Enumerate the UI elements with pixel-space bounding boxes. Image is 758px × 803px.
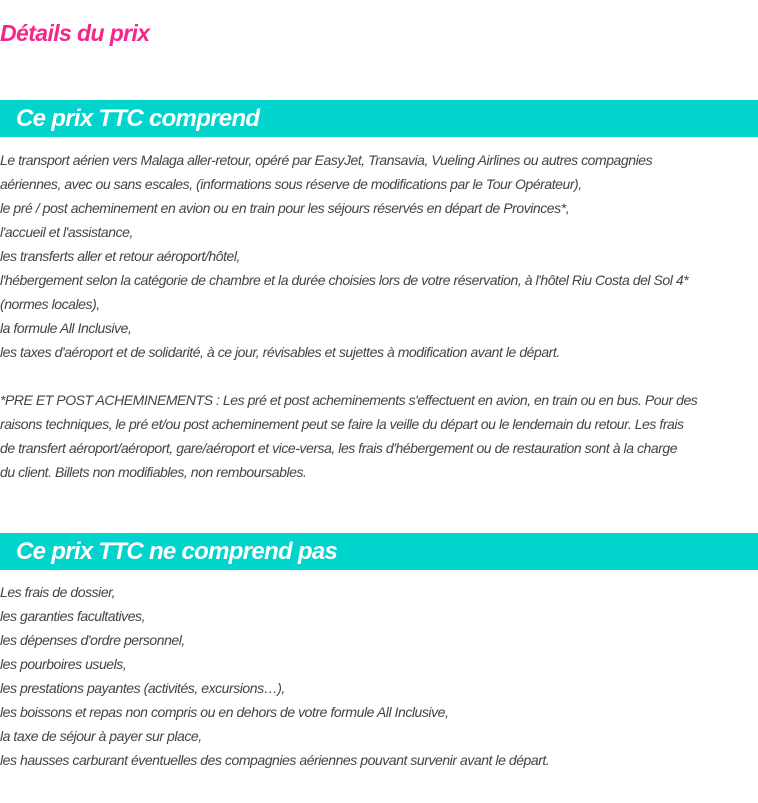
page-title: Détails du prix <box>0 20 150 46</box>
excluded-line: les boissons et repas non compris ou en dehors de votre formule All Inclusive, <box>0 704 449 720</box>
included-heading: Ce prix TTC comprend <box>16 105 260 132</box>
excluded-heading: Ce prix TTC ne comprend pas <box>16 538 338 565</box>
included-text <box>0 148 758 484</box>
note-line: raisons techniques, le pré et/ou post acheminement peut se faire la veille du départ ou le lendemain du retour. Les frais <box>0 416 684 432</box>
excluded-line: les garanties facultatives, <box>0 608 146 624</box>
note-line: du client. Billets non modifiables, non remboursables. <box>0 464 307 480</box>
included-line: les transferts aller et retour aéroport/hôtel, <box>0 248 240 264</box>
included-line: les taxes d'aéroport et de solidarité, à ce jour, révisables et sujettes à modification avant le départ. <box>0 344 560 360</box>
included-line: le pré / post acheminement en avion ou en train pour les séjours réservés en départ de Provinces*, <box>0 200 570 216</box>
excluded-text <box>0 580 758 772</box>
excluded-line: les prestations payantes (activités, excursions…), <box>0 680 285 696</box>
excluded-line: les dépenses d'ordre personnel, <box>0 632 185 648</box>
included-line: (normes locales), <box>0 296 100 312</box>
note-line: de transfert aéroport/aéroport, gare/aéroport et vice-versa, les frais d'hébergement ou de restauration sont à la charge <box>0 440 678 456</box>
included-line: Le transport aérien vers Malaga aller-retour, opéré par EasyJet, Transavia, Vueling Airlines ou autres compagnies <box>0 152 653 168</box>
excluded-line: Les frais de dossier, <box>0 584 116 600</box>
excluded-line: les pourboires usuels, <box>0 656 127 672</box>
included-banner <box>0 100 758 137</box>
included-line: la formule All Inclusive, <box>0 320 132 336</box>
included-line: l'hébergement selon la catégorie de chambre et la durée choisies lors de votre réservation, à l'hôtel Riu Costa del Sol 4* <box>0 272 689 288</box>
note-line: *PRE ET POST ACHEMINEMENTS : Les pré et post acheminements s'effectuent en avion, en train ou en bus. Pour des <box>0 392 698 408</box>
excluded-line: la taxe de séjour à payer sur place, <box>0 728 202 744</box>
included-line: l'accueil et l'assistance, <box>0 224 133 240</box>
excluded-line: les hausses carburant éventuelles des compagnies aériennes pouvant survenir avant le départ. <box>0 752 550 768</box>
included-line: aériennes, avec ou sans escales, (informations sous réserve de modifications par le Tour Opérateur), <box>0 176 582 192</box>
excluded-banner <box>0 533 758 570</box>
